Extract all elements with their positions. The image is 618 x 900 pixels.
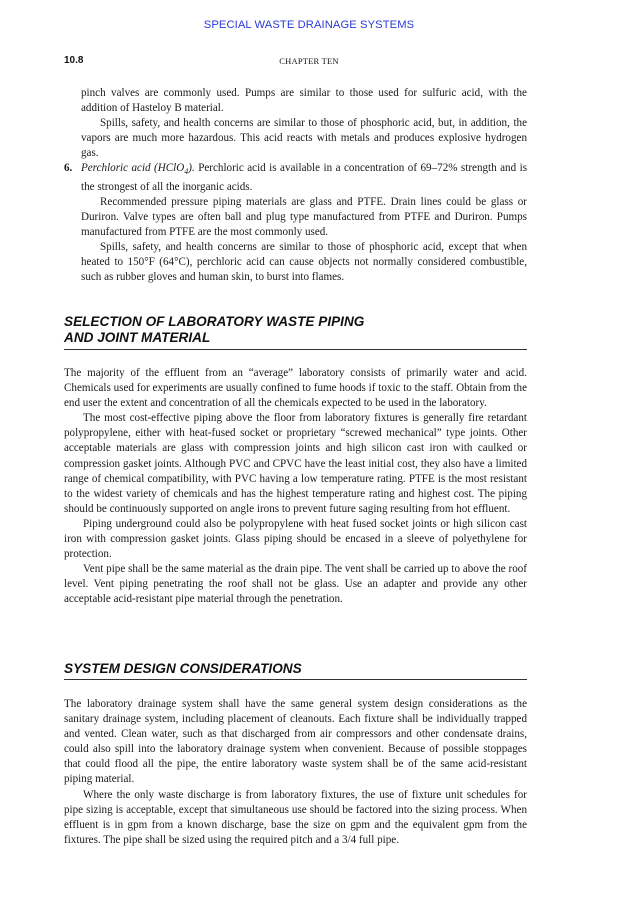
section-body-design-considerations — [64, 697, 527, 848]
list-item-perchloric-acid — [64, 161, 528, 285]
term-perchloric-acid: Perchloric acid (HClO$_4$). — [81, 162, 195, 177]
intro-paragraph-1: pinch valves are commonly used. Pumps are similar to those used for sulfuric acid, with the addition of Hasteloy B material. — [81, 87, 527, 115]
perchloric-paragraph-2: Recommended pressure piping materials are glass and PTFE. Drain lines could be glass or Duriron. Valve types are often ball and plug type manufactured from PTFE and Duriron. Pumps manufactured from PTFE are the most commonly used. — [81, 195, 527, 239]
heading-line-1: SELECTION OF LABORATORY WASTE PIPING — [64, 314, 365, 329]
perchloric-paragraph-1: Perchloric acid (HClO$_4$). Perchloric acid is available in a concentration of 69–72% strength and is the strongest of all the inorganic acids. — [81, 162, 528, 193]
section-body-piping-material — [64, 366, 527, 608]
section-heading-piping-material — [64, 314, 527, 350]
intro-paragraph-2: Spills, safety, and health concerns are similar to those of phosphoric acid, but, in addition, the vapors are much more hazardous. This acid reacts with metals and produces explosive hydrogen gas. — [81, 117, 527, 160]
section2-paragraph-2: Where the only waste discharge is from laboratory fixtures, the use of fixture unit schedules for pipe sizing is acceptable, except that simultaneous use should be factored into the sizing process. When effluent is in gpm from a known discharge, base the size on gpm and the equivalent gpm from the fixtures. The pipe shall be sized using the required pitch and a 3/4 full pipe. — [64, 788, 527, 846]
perchloric-paragraph-3: Spills, safety, and health concerns are similar to those of phosphoric acid, except that when heated to 150°F (64°C), perchloric acid can cause objects not normally considered combustible, such as rubber gloves and human skin, to burst into flames. — [81, 241, 527, 284]
section1-paragraph-2: The most cost-effective piping above the floor from laboratory fixtures is generally fire retardant polypropylene, either with heat-fused socket or proprietary “screwed mechanical” type joints. Other acceptable materials are glass with compression joints and high silicon cast iron with caulked or compression gasket joints. Although PVC and CPVC have the least initial cost, they also have a limited range of chemical compatibility, with PVC having a low temperature rating. PTFE is the most resistant to the widest variety of chemicals and has the highest temperature rating and highest cost. The piping should be continuously supported on angle irons to prevent future saging resulting from hot effluent. — [64, 412, 527, 515]
page-number: 10.8 — [64, 55, 84, 66]
acid-list-block — [64, 86, 528, 285]
chapter-label: CHAPTER TEN — [279, 56, 339, 66]
heading-text: SYSTEM DESIGN CONSIDERATIONS — [64, 661, 302, 676]
section1-paragraph-1: The majority of the effluent from an “average” laboratory consists of primarily water and acid. Chemicals used for experiments are usually confined to fume hoods if toxic to the staff. Obtain from the end user the extent and concentration of all the chemicals expected to be used in the laboratory. — [64, 367, 527, 410]
section1-paragraph-3: Piping underground could also be polypropylene with heat fused socket joints or high silicon cast iron with compression gasket joints. Glass piping should be encased in a sleeve of polyethylene for protection. — [64, 517, 527, 561]
list-item-number: 6. — [64, 162, 73, 175]
heading-line-2: AND JOINT MATERIAL — [64, 330, 211, 346]
running-title: SPECIAL WASTE DRAINAGE SYSTEMS — [203, 19, 415, 31]
section1-paragraph-4: Vent pipe shall be the same material as the drain pipe. The vent shall be carried up to above the roof level. Vent piping penetrating the roof shall not be glass. Use an adapter and provide any other acceptable acid-resistant pipe material through the penetration. — [64, 563, 527, 606]
section2-paragraph-1: The laboratory drainage system shall have the same general system design considerations as the sanitary drainage system, including placement of cleanouts. Each fixture shall be individually trapped and vented. Clean water, such as that discharged from air compressors and other condensate drains, could also spill into the laboratory drainage system when convenient. Because of possible stoppages that could flood all the pipe, the entire laboratory waste system shall be of the same acid-resistant piping material. — [64, 698, 527, 786]
section-heading-design-considerations — [64, 661, 527, 680]
